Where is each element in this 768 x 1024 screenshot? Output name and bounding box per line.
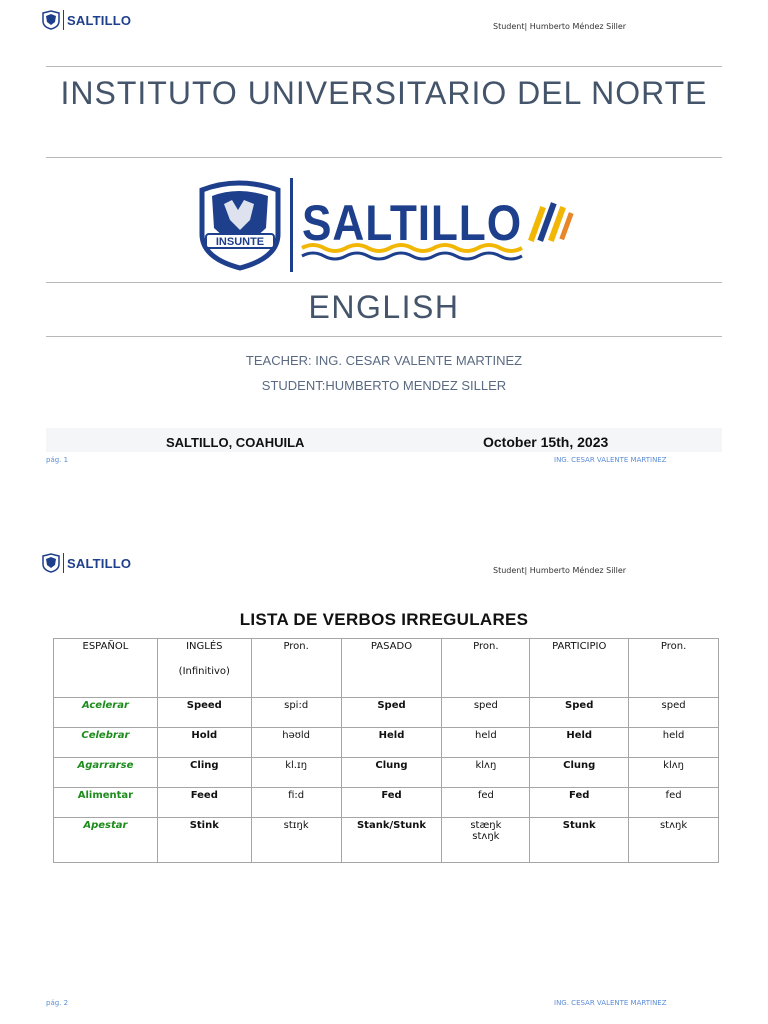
divider <box>46 157 722 158</box>
logo-word: SALTILLO <box>67 555 132 571</box>
cell-pasado: Sped <box>341 698 442 728</box>
col-header-ingles-label: INGLÉS <box>186 641 223 652</box>
cell-espanol: Celebrar <box>54 728 158 758</box>
cell-ingles: Cling <box>157 758 251 788</box>
verbs-table <box>53 638 719 863</box>
cell-pasado: Fed <box>341 788 442 818</box>
student-header: Student| Humberto Méndez Siller <box>493 22 627 31</box>
col-header-ingles <box>157 639 251 698</box>
col-header-pron: Pron. <box>629 639 719 698</box>
logo-word: SALTILLO <box>67 12 132 28</box>
cell-espanol: Agarrarse <box>54 758 158 788</box>
cell-ingles: Stink <box>157 818 251 863</box>
cell-pasado-pron: held <box>442 728 530 758</box>
cell-pasado-pron <box>442 818 530 863</box>
cell-pron: kl.ɪŋ <box>251 758 341 788</box>
table-header-row <box>54 639 719 698</box>
header-logo <box>42 10 131 30</box>
cell-participio-pron: klʌŋ <box>629 758 719 788</box>
shield-icon <box>42 553 60 573</box>
cell-participio-pron: fed <box>629 788 719 818</box>
cell-espanol: Apestar <box>54 818 158 863</box>
divider <box>46 66 722 67</box>
cell-participio: Fed <box>530 788 629 818</box>
cell-participio-pron: sped <box>629 698 719 728</box>
wave-blue <box>302 253 522 259</box>
cell-pron: stɪŋk <box>251 818 341 863</box>
shield-icon <box>42 10 60 30</box>
logo-separator <box>63 553 64 573</box>
saltillo-logo <box>198 176 578 274</box>
col-header-pron: Pron. <box>442 639 530 698</box>
institution-title: INSTITUTO UNIVERSITARIO DEL NORTE <box>60 75 708 111</box>
page-number: pág. 2 <box>46 999 69 1007</box>
cell-participio: Stunk <box>530 818 629 863</box>
cell-pasado-pron: sped <box>442 698 530 728</box>
col-header-espanol: ESPAÑOL <box>54 639 158 698</box>
cell-pasado-pron: fed <box>442 788 530 818</box>
cell-participio-pron: held <box>629 728 719 758</box>
page-number: pág. 1 <box>46 456 69 464</box>
table-row <box>54 728 719 758</box>
col-header-participio: PARTICIPIO <box>530 639 629 698</box>
past-pron-line: stæŋk <box>470 820 502 831</box>
logo-separator <box>63 10 64 30</box>
cell-participio: Clung <box>530 758 629 788</box>
info-band <box>46 428 722 452</box>
logo-big-word: SALTILLO <box>302 195 522 251</box>
student-line: STUDENT:HUMBERTO MENDEZ SILLER <box>261 378 507 393</box>
verbs-title: LISTA DE VERBOS IRREGULARES <box>239 610 529 629</box>
cell-pasado: Held <box>341 728 442 758</box>
table-row <box>54 758 719 788</box>
col-header-infinitivo: (Infinitivo) <box>178 666 230 677</box>
footer-teacher: ING. CESAR VALENTE MARTINEZ <box>554 456 667 464</box>
col-header-pasado: PASADO <box>341 639 442 698</box>
insunte-shield-icon <box>202 183 278 268</box>
shield-text: INSUNTE <box>215 236 265 248</box>
cell-pasado-pron: klʌŋ <box>442 758 530 788</box>
past-pron-line: stʌŋk <box>472 831 500 842</box>
cell-pasado: Clung <box>341 758 442 788</box>
cell-participio-pron: stʌŋk <box>629 818 719 863</box>
cell-ingles: Feed <box>157 788 251 818</box>
date-text: October 15th, 2023 <box>483 434 609 450</box>
cell-pron: fi:d <box>251 788 341 818</box>
cell-participio: Sped <box>530 698 629 728</box>
cell-espanol: Acelerar <box>54 698 158 728</box>
cell-pasado: Stank/Stunk <box>341 818 442 863</box>
cell-participio: Held <box>530 728 629 758</box>
logo-separator <box>290 178 293 272</box>
cell-ingles: Hold <box>157 728 251 758</box>
cell-pron: həʊld <box>251 728 341 758</box>
location-text: SALTILLO, COAHUILA <box>166 435 305 450</box>
teacher-line: TEACHER: ING. CESAR VALENTE MARTINEZ <box>245 353 523 368</box>
sun-mark-icon <box>528 202 574 242</box>
student-header: Student| Humberto Méndez Siller <box>493 566 627 575</box>
table-row <box>54 698 719 728</box>
table-row <box>54 788 719 818</box>
divider <box>46 282 722 283</box>
col-header-pron: Pron. <box>251 639 341 698</box>
cell-espanol: Alimentar <box>54 788 158 818</box>
cell-pron: spi:d <box>251 698 341 728</box>
divider <box>46 336 722 337</box>
table-row <box>54 818 719 863</box>
cell-ingles: Speed <box>157 698 251 728</box>
footer-teacher: ING. CESAR VALENTE MARTINEZ <box>554 999 667 1007</box>
header-logo <box>42 553 131 573</box>
subject-title: ENGLISH <box>308 289 460 325</box>
